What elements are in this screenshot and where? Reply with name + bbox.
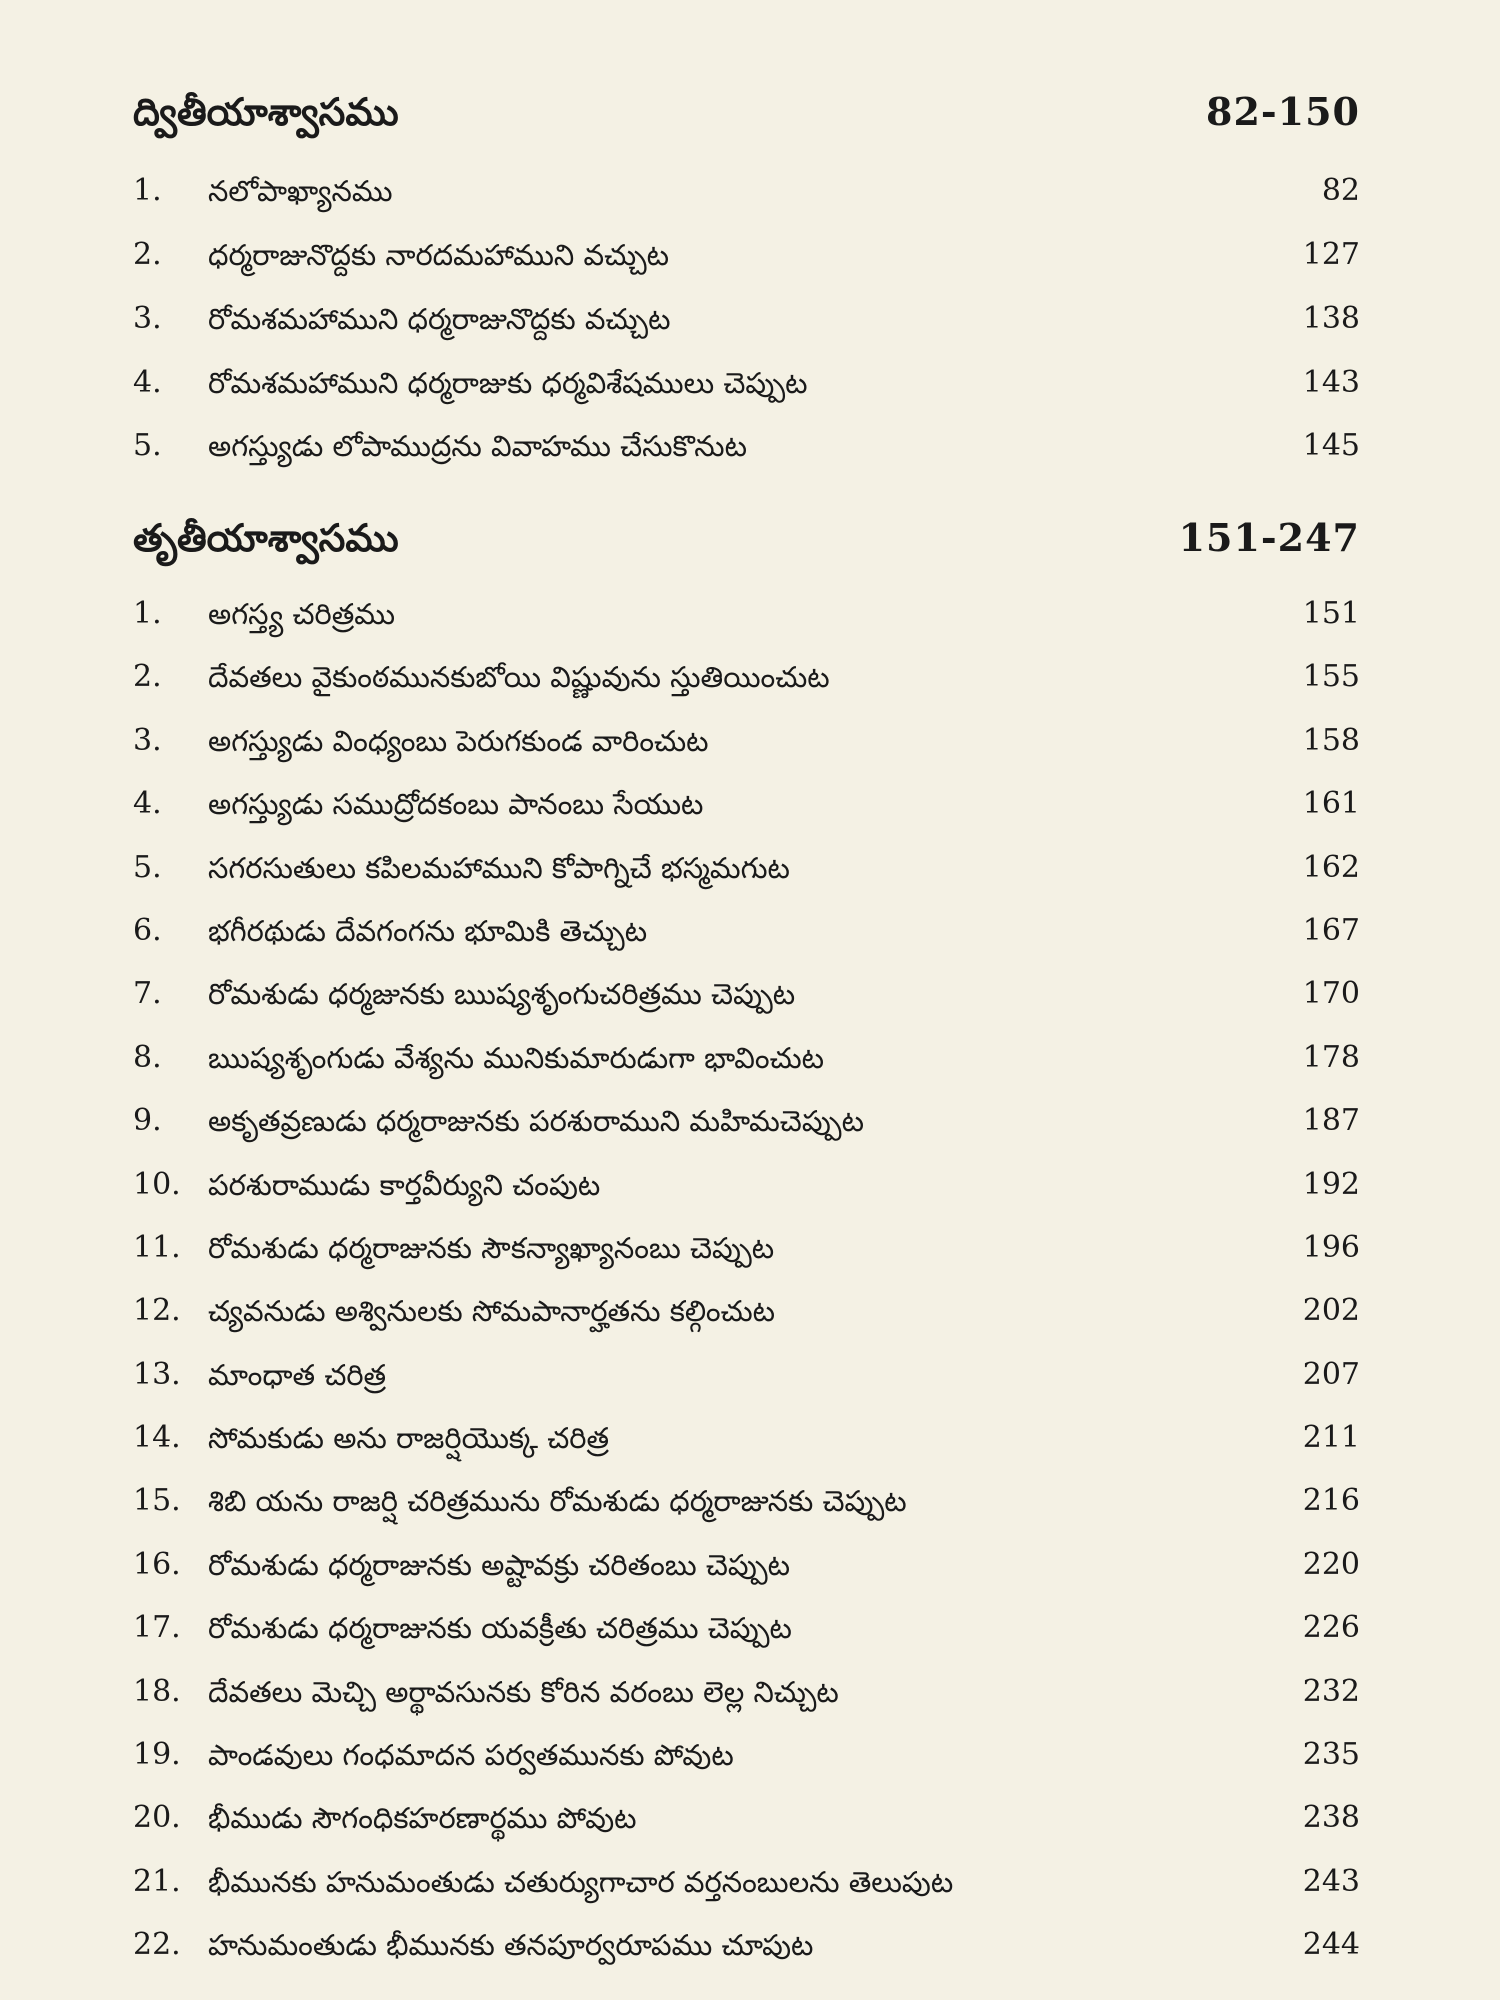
list-item <box>0 1600 1500 1656</box>
entry-title: అకృతవ్రణుడు ధర్మరాజునకు పరశురాముని మహిమచెప్పుట <box>208 1104 864 1138</box>
list-item <box>0 1283 1500 1339</box>
entry-title: రోమశుడు ధర్మరాజునకు అష్టావక్రు చరితంబు చెప్పుట <box>208 1548 791 1582</box>
entry-title: సోమకుడు అను రాజర్షియొక్క చరిత్ర <box>208 1421 610 1455</box>
entry-page-number: 161 <box>1302 786 1360 821</box>
entry-title: రోమశుడు ధర్మజునకు ఋష్యశృంగుచరిత్రము చెప్పుట <box>208 977 796 1011</box>
entry-title: అగస్త్యుడు సముద్రోదకంబు పానంబు సేయుట <box>208 787 704 821</box>
entry-number: 22. <box>133 1927 181 1962</box>
entry-page-number: 243 <box>1302 1864 1360 1899</box>
entry-number: 14. <box>133 1420 181 1455</box>
entry-page-number: 178 <box>1302 1040 1360 1075</box>
list-item <box>0 903 1500 959</box>
entry-number: 2. <box>133 659 162 694</box>
entry-title: హనుమంతుడు భీమునకు తనపూర్వరూపము చూపుట <box>208 1928 814 1962</box>
entry-page-number: 162 <box>1302 850 1360 885</box>
entry-title: చ్యవనుడు అశ్వినులకు సోమపానార్హతను కల్గించుట <box>208 1294 776 1328</box>
entry-number: 5. <box>133 428 162 463</box>
entry-number: 7. <box>133 976 162 1011</box>
list-item <box>0 1790 1500 1846</box>
entry-title: అగస్త్య చరిత్రము <box>208 597 395 631</box>
entry-page-number: 220 <box>1302 1547 1360 1582</box>
entry-number: 6. <box>133 913 162 948</box>
entry-number: 11. <box>133 1230 181 1265</box>
list-item <box>0 966 1500 1022</box>
entry-number: 4. <box>133 786 162 821</box>
section-header <box>0 508 1500 568</box>
entry-number: 2. <box>133 237 162 272</box>
list-item <box>0 227 1500 283</box>
entry-page-number: 196 <box>1302 1230 1360 1265</box>
list-item <box>0 163 1500 219</box>
list-item <box>0 1157 1500 1213</box>
entry-page-number: 202 <box>1302 1293 1360 1328</box>
entry-title: రోమశమహాముని ధర్మరాజునొద్దకు వచ్చుట <box>208 302 671 336</box>
list-item <box>0 355 1500 411</box>
list-item <box>0 713 1500 769</box>
entry-page-number: 138 <box>1302 301 1360 336</box>
entry-page-number: 158 <box>1302 723 1360 758</box>
section-title: ద్వితీయాశ్వాసము <box>133 90 399 134</box>
list-item <box>0 1537 1500 1593</box>
entry-title: శిబి యను రాజర్షి చరిత్రమును రోమశుడు ధర్మరాజునకు చెప్పుట <box>208 1484 907 1518</box>
entry-title: పరశురాముడు కార్తవీర్యుని చంపుట <box>208 1168 601 1202</box>
entry-number: 13. <box>133 1357 181 1392</box>
list-item <box>0 649 1500 705</box>
entry-page-number: 235 <box>1302 1737 1360 1772</box>
entry-page-number: 216 <box>1302 1483 1360 1518</box>
entry-title: సగరసుతులు కపిలమహాముని కోపాగ్నిచే భస్మమగుట <box>208 851 790 885</box>
list-item <box>0 1917 1500 1973</box>
entry-number: 4. <box>133 365 162 400</box>
entry-number: 18. <box>133 1674 181 1709</box>
entry-page-number: 244 <box>1302 1927 1360 1962</box>
entry-number: 1. <box>133 596 162 631</box>
entry-number: 12. <box>133 1293 181 1328</box>
list-item <box>0 840 1500 896</box>
entry-page-number: 207 <box>1302 1357 1360 1392</box>
entry-page-number: 170 <box>1302 976 1360 1011</box>
entry-page-number: 226 <box>1302 1610 1360 1645</box>
entry-number: 3. <box>133 723 162 758</box>
list-item <box>0 586 1500 642</box>
entry-page-number: 155 <box>1302 659 1360 694</box>
entry-number: 20. <box>133 1800 181 1835</box>
entry-number: 19. <box>133 1737 181 1772</box>
entry-title: దేవతలు వైకుంఠమునకుబోయి విష్ణువును స్తుతియించుట <box>208 660 830 694</box>
entry-page-number: 187 <box>1302 1103 1360 1138</box>
section-header <box>0 82 1500 142</box>
list-item <box>0 1473 1500 1529</box>
entry-number: 17. <box>133 1610 181 1645</box>
list-item <box>0 1664 1500 1720</box>
section-title: తృతీయాశ్వాసము <box>133 516 399 560</box>
entry-title: ధర్మరాజునొద్దకు నారదమహాముని వచ్చుట <box>208 238 670 272</box>
list-item <box>0 291 1500 347</box>
entry-title: మాంధాత చరిత్ర <box>208 1358 387 1392</box>
entry-title: రోమశుడు ధర్మరాజునకు సౌకన్యాఖ్యానంబు చెప్పుట <box>208 1231 775 1265</box>
list-item <box>0 776 1500 832</box>
entry-title: అగస్త్యుడు లోపాముద్రను వివాహము చేసుకొనుట <box>208 429 747 463</box>
list-item <box>0 1093 1500 1149</box>
list-item <box>0 418 1500 474</box>
entry-title: రోమశమహాముని ధర్మరాజుకు ధర్మవిశేషములు చెప్పుట <box>208 366 808 400</box>
list-item <box>0 1347 1500 1403</box>
section-page-range: 151-247 <box>1178 515 1360 560</box>
entry-number: 10. <box>133 1167 181 1202</box>
entry-page-number: 192 <box>1302 1167 1360 1202</box>
entry-number: 16. <box>133 1547 181 1582</box>
entry-title: పాండవులు గంధమాదన పర్వతమునకు పోవుట <box>208 1738 734 1772</box>
list-item <box>0 1854 1500 1910</box>
entry-page-number: 232 <box>1302 1674 1360 1709</box>
entry-title: దేవతలు మెచ్చి అర్థావసునకు కోరిన వరంబు లెల్ల నిచ్చుట <box>208 1675 839 1709</box>
list-item <box>0 1030 1500 1086</box>
entry-title: భీముడు సౌగంధికహరణార్థము పోవుట <box>208 1801 637 1835</box>
entry-title: రోమశుడు ధర్మరాజునకు యవక్రీతు చరిత్రము చెప్పుట <box>208 1611 792 1645</box>
entry-title: అగస్త్యుడు వింధ్యంబు పెరుగకుండ వారించుట <box>208 724 709 758</box>
entry-number: 3. <box>133 301 162 336</box>
entry-page-number: 145 <box>1302 428 1360 463</box>
list-item <box>0 1410 1500 1466</box>
entry-title: నలోపాఖ్యానము <box>208 174 393 208</box>
entry-page-number: 143 <box>1302 365 1360 400</box>
entry-number: 1. <box>133 173 162 208</box>
entry-number: 5. <box>133 850 162 885</box>
entry-number: 15. <box>133 1483 181 1518</box>
entry-number: 9. <box>133 1103 162 1138</box>
entry-page-number: 167 <box>1302 913 1360 948</box>
entry-title: భీమునకు హనుమంతుడు చతుర్యుగాచార వర్తనంబులను తెలుపుట <box>208 1865 954 1899</box>
section-page-range: 82-150 <box>1206 89 1360 134</box>
list-item <box>0 1220 1500 1276</box>
entry-number: 8. <box>133 1040 162 1075</box>
entry-page-number: 211 <box>1302 1420 1360 1455</box>
entry-number: 21. <box>133 1864 181 1899</box>
entry-page-number: 238 <box>1302 1800 1360 1835</box>
entry-page-number: 151 <box>1302 596 1360 631</box>
list-item <box>0 1727 1500 1783</box>
entry-title: భగీరథుడు దేవగంగను భూమికి తెచ్చుట <box>208 914 648 948</box>
entry-page-number: 127 <box>1302 237 1360 272</box>
entry-page-number: 82 <box>1321 173 1360 208</box>
entry-title: ఋష్యశృంగుడు వేశ్యను మునికుమారుడుగా భావించుట <box>208 1041 825 1075</box>
